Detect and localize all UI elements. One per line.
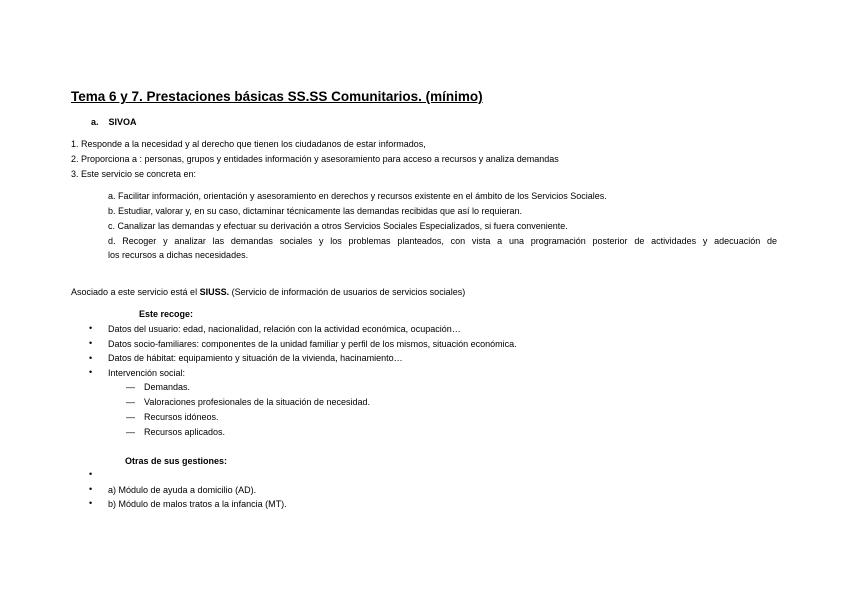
subsection-text: SIVOA xyxy=(108,117,137,127)
dash-icon: — xyxy=(126,382,135,392)
associated-pre: Asociado a este servicio está el xyxy=(71,287,200,297)
subsection-label: a. xyxy=(91,117,99,127)
dash-icon: — xyxy=(126,427,135,437)
bullet-icon: • xyxy=(89,498,93,508)
dash-item-2: Valoraciones profesionales de la situación de necesidad. xyxy=(144,397,370,407)
numbered-item-2: 2. Proporciona a : personas, grupos y entidades información y asesoramiento para acceso a recursos y analiza demandas xyxy=(71,154,559,164)
document-title: Tema 6 y 7. Prestaciones básicas SS.SS Comunitarios. (mínimo) xyxy=(71,89,483,104)
associated-service xyxy=(71,287,465,297)
otras-gestiones-heading: Otras de sus gestiones: xyxy=(125,456,228,466)
gestion-item-ad: a) Módulo de ayuda a domicilio (AD). xyxy=(108,485,257,495)
lettered-item-b: b. Estudiar, valorar y, en su caso, dictaminar técnicamente las demandas recibidas que así lo requieran. xyxy=(108,206,523,216)
dash-item-3: Recursos idóneos. xyxy=(144,412,219,422)
numbered-item-3: 3. Este servicio se concreta en: xyxy=(71,169,197,179)
siuss-label: SIUSS. xyxy=(199,287,230,297)
bullet-item-2: Datos socio-familiares: componentes de la unidad familiar y perfil de los mismos, situación económica. xyxy=(108,339,517,349)
gestion-item-mt: b) Módulo de malos tratos a la infancia (MT). xyxy=(108,499,287,509)
lettered-item-c: c. Canalizar las demandas y efectuar su derivación a otros Servicios Sociales Especializados, si fuera conveniente. xyxy=(108,221,568,231)
lettered-item-d-cont: los recursos a dichas necesidades. xyxy=(108,250,249,260)
bullet-item-3: Datos de hábitat: equipamiento y situación de la vivienda, hacinamiento… xyxy=(108,353,403,363)
bullet-icon: • xyxy=(89,323,93,333)
bullet-item-1: Datos del usuario: edad, nacionalidad, relación con la actividad económica, ocupación… xyxy=(108,324,461,334)
bullet-icon: • xyxy=(89,338,93,348)
dash-icon: — xyxy=(126,412,135,422)
dash-item-4: Recursos aplicados. xyxy=(144,427,226,437)
lettered-item-d: d. Recoger y analizar las demandas sociales y los problemas planteados, con vista a una programación posterior de actividades y adecuación de xyxy=(108,236,777,246)
bullet-icon: • xyxy=(89,484,93,494)
subsection-heading xyxy=(91,117,137,127)
lettered-item-a: a. Facilitar información, orientación y asesoramiento en derechos y recursos existente en el ámbito de los Servicios Sociales. xyxy=(108,191,607,201)
numbered-item-1: 1. Responde a la necesidad y al derecho que tienen los ciudadanos de estar informados, xyxy=(71,139,426,149)
bullet-item-4: Intervención social: xyxy=(108,368,186,378)
dash-item-1: Demandas. xyxy=(144,382,191,392)
bullet-icon: • xyxy=(89,353,93,363)
associated-post: (Servicio de información de usuarios de servicios sociales) xyxy=(229,287,466,297)
este-recoge-heading: Este recoge: xyxy=(139,309,194,319)
bullet-icon: • xyxy=(89,469,93,479)
dash-icon: — xyxy=(126,397,135,407)
bullet-icon: • xyxy=(89,367,93,377)
